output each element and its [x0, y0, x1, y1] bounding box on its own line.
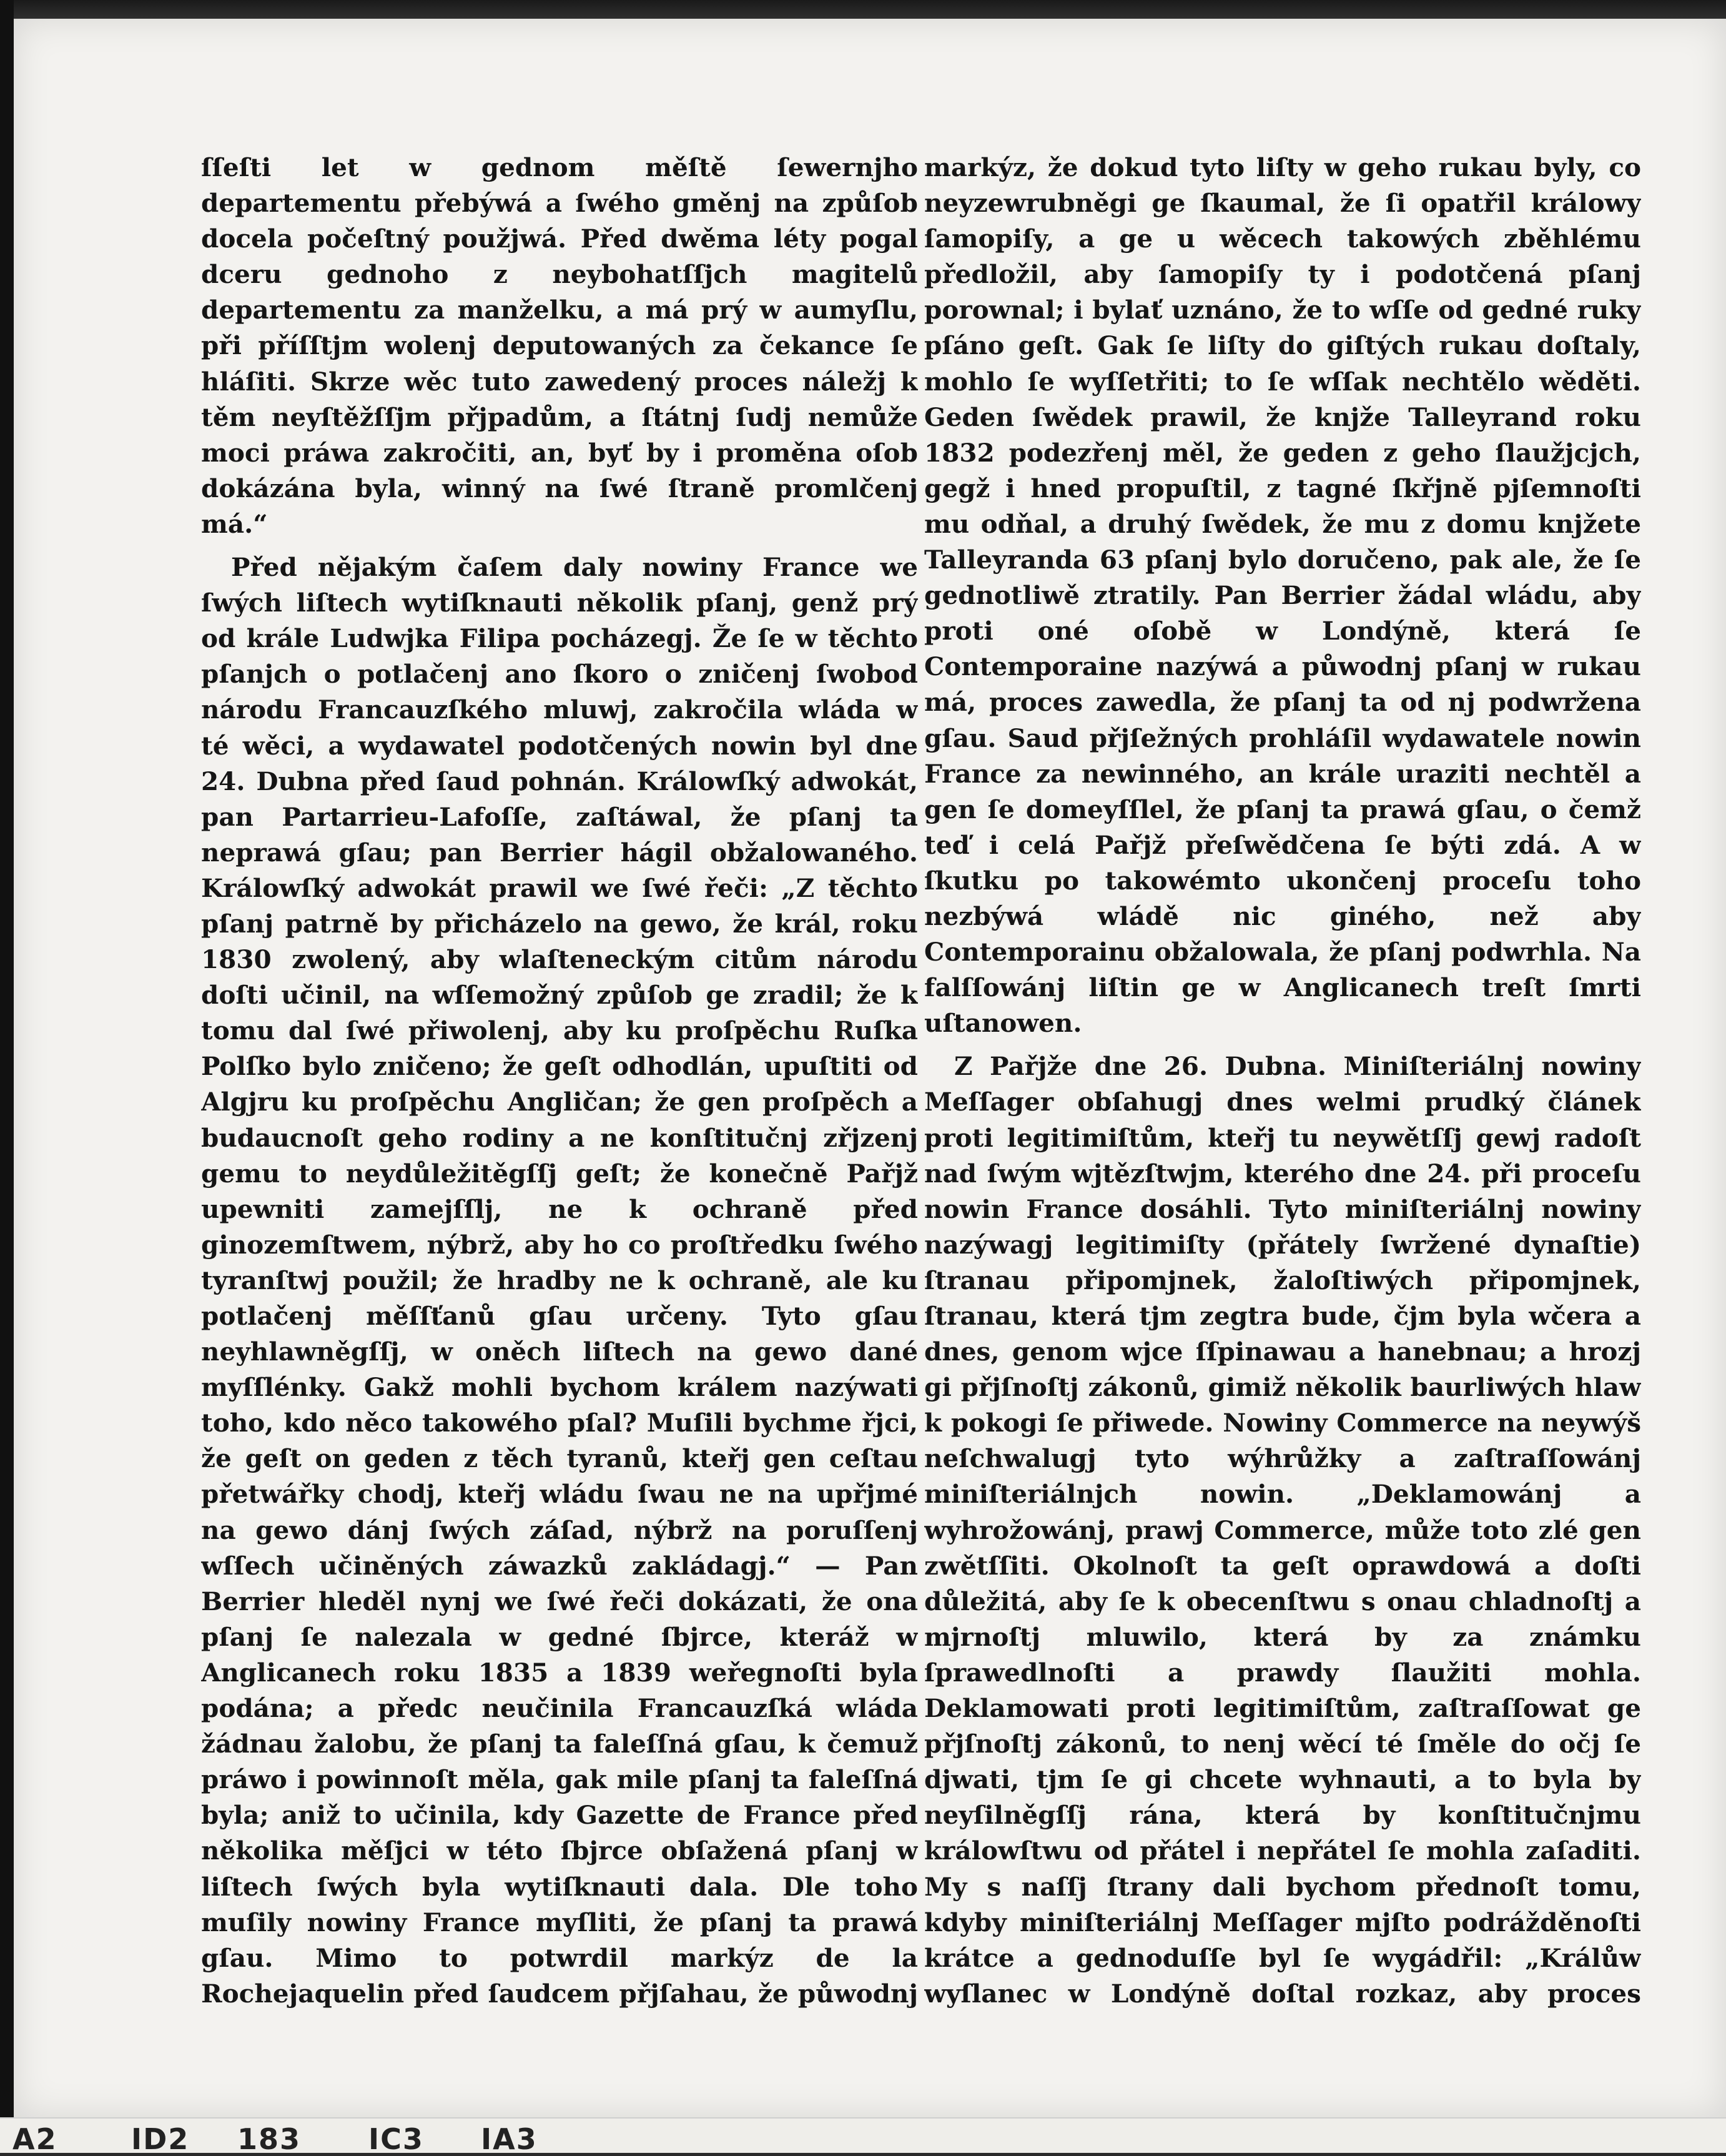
scan-left-edge [0, 0, 14, 2152]
roll-mark-1: A2 [12, 2122, 57, 2156]
right-paragraph-1: markýz, že dokud tyto liſty w geho rukau byly, co neyzewrubněgi ge ſkaumal, že ſi opatřil králowy ſamopiſy, a ge u wěcech takowých zběhlému předložil, aby ſamopiſy ty i podotčená pſanj porownal; i bylať uznáno, že to wſſe od gedné ruky pſáno geſt. Gak ſe liſty do giſtých rukau doſtaly, mohlo ſe wyſſetřiti; to ſe wſſak nechtělo wěděti. Geden ſwědek prawil, že knjže Talleyrand roku 1832 podezřenj měl, že geden z geho ſlaužjcjch, gegž i hned propuſtil, z tagné ſkřjně pjſemnoſti mu odňal, a druhý ſwědek, že mu z domu knjžete Talleyranda 63 pſanj bylo doručeno, pak ale, že ſe gednotliwě ztratily. Pan Berrier žádal wládu, aby proti oné oſobě w Londýně, která ſe Contemporaine nazýwá a půwodnj pſanj w rukau má, proces zawedla, že pſanj ta od nj podwrženа gſau. Saud přjſežných prohláſil wydawatele nowin France za newinného, an krále uraziti nechtěl a gen ſe domeyſſlel, že pſanj ta prawá gſau, o čemž teď i celá Pařjž přeſwědčena ſe býti zdá. A w ſkutku po takowémto ukončenj proceſu toho nezbýwá wládě nic giného, než aby Contemporainu obžalowala, že pſanj podwrhla. Na falſſowánj liſtin ge w Anglicanech treſt ſmrti uſtanowen. [924, 152, 1641, 1039]
newspaper-page [14, 19, 1726, 2117]
right-column [924, 150, 1641, 2011]
left-paragraph-2: Před nějakým čaſem daly nowiny France we ſwých liſtech wytiſknauti několik pſanj, genž prý od krále Ludwjka Filipa pocházegj. Že ſe w těchto pſanjch o potlačenj ano ſkoro o zničenj ſwobod národu Francauzſkého mluwj, zakročila wláda w té wěci, a wydawatel podotčených nowin byl dne 24. Dubna před ſaud pohnán. Králowſký adwokát, pan Partarrieu-Lafoſſe, zaſtáwal, že pſanj ta neprawá gſau; pan Berrier hágil obžalowaného. Králowſký adwokát prawil we ſwé řeči: „Z těchto pſanj patrně by přicházelo na gewo, že král, roku 1830 zwolený, aby wlaſteneckým citům národu doſti učinil, na wſſemožný způſob ge zradil; že k tomu dal ſwé přiwolenj, aby ku proſpěchu Ruſka Polſko bylo zničeno; že geſt odhodlán, upuſtiti od Algjru ku proſpěchu Angličan; že gen proſpěch a budaucnoſt geho rodiny a ne konſtitučnj zřjzenj gemu to neydůležitěgſſj geſt; že konečně Pařjž upewniti zamejſſlj, ne k ochraně před ginozemſtwem, nýbrž, aby ho co proſtředku ſwého tyranſtwj použil; že hradby ne k ochraně, ale ku potlačenj měſſťanů gſau určeny. Tyto gſau neyhlawněgſſj, w oněch liſtech na gewo dané myſſlénky. Gakž mohli bychom králem nazýwati toho, kdo něco takowého pſal? Muſili bychme řjci, že geſt on geden z těch tyranů, kteřj gen ceſtau přetwářky chodj, kteřj wládu ſwau ne na upřjmé na gewo dánj ſwých záſad, nýbrž na poruſſenj wſſech učiněných záwazků zakládagj.“ — Pan Berrier hleděl nynj we ſwé řeči dokázati, že ona pſanj ſe nalezala w gedné ſbjrce, kteráž w Anglicanech roku 1835 a 1839 weřegnoſti byla podána; a předc neučinila Francauzſká wláda žádnau žalobu, že pſanj ta faleſſná gſau, k čemuž práwo i powinnoſt měla, gak mile pſanj ta faleſſná byla; aniž to učinila, kdy Gazette de France před několika měſjci w této ſbjrce obſažená pſanj w liſtech ſwých byla wytiſknauti dala. Dle toho muſily nowiny France myſliti, že pſanj ta prawá gſau. Mimo to potwrdil markýz de la Rochejaquelin před ſaudcem přjſahau, že půwodnj [201, 552, 918, 2009]
roll-mark-5: IA3 [481, 2122, 538, 2156]
roll-mark-2: ID2 [131, 2122, 190, 2156]
left-paragraph-1: ſſeſti let w gednom měſtě ſewernjho departementu přebýwá a ſwého gměnj na způſob docela počeſtný použjwá. Před dwěma léty pogal dceru gednoho z neybohatſſjch magitelů departementu za manželku, a má prý w aumyſlu, při příſſtjm wolenj deputowaných za čekance ſe hláſiti. Skrze wěc tuto zawedený proces náležj k těm neyſtěžſſjm přjpadům, a ſtátnj ſudj nemůže moci práwa zakročiti, an, byť by i proměna oſob dokázána byla, winný na ſwé ſtraně promlčenj má.“ [201, 152, 918, 539]
right-paragraph-2: Z Pařjže dne 26. Dubna. Miniſteriálnj nowiny Meſſager obſahugj dnes welmi prudký článek proti legitimiſtům, kteřj tu neywětſſj gewj radoſt nad ſwým wjtězſtwjm, kterého dne 24. při proceſu nowin France dosáhli. Tyto miniſteriálnj nowiny nazýwagj legitimiſty (přátely ſwržené dynaſtie) ſtranau připomjnek, žaloſtiwých připomjnek, ſtranau, která tjm zegtra bude, čjm byla wčera a dnes, genom wjce ſſpinawau a hanebnau; a hrozj gi přjſnoſtj zákonů, gimiž několik baurliwých hlaw k pokogi ſe přiwede. Nowiny Commerce na neywýš neſchwalugj tyto wýhrůžky a zaſtraſſowánj miniſteriálnjch nowin. „Deklamowánj a wyhrožowánj, prawj Commerce, může toto zlé gen zwětſſiti. Okolnoſt ta geſt oprawdowá a doſti důležitá, aby ſe k obecenſtwu s onau chladnoſtj a mjrnoſtj mluwilo, která by za známku ſprawedlnoſti a prawdy ſlaužiti mohla. Deklamowati proti legitimiſtům, zaſtraſſowat ge přjſnoſtj zákonů, to nenj wěcí té ſměle do očj ſe djwati, tjm ſe gi chcete wyhnauti, a to byla by neyſilněgſſj rána, která by konſtitučnjmu králowſtwu od přátel i nepřátel ſe mohla zaſaditi. My s naſſj ſtrany dali bychom přednoſt tomu, kdyby miniſteriálnj Meſſager mjſto podrážděnoſti krátce a gednoduſſe byl ſe wygádřil: „Králůw wyſlanec w Londýně doſtal rozkaz, aby proces [924, 1051, 1641, 2009]
roll-mark-4: IC3 [368, 2122, 424, 2156]
left-column [201, 150, 918, 2011]
roll-mark-3: 183 [237, 2122, 302, 2156]
